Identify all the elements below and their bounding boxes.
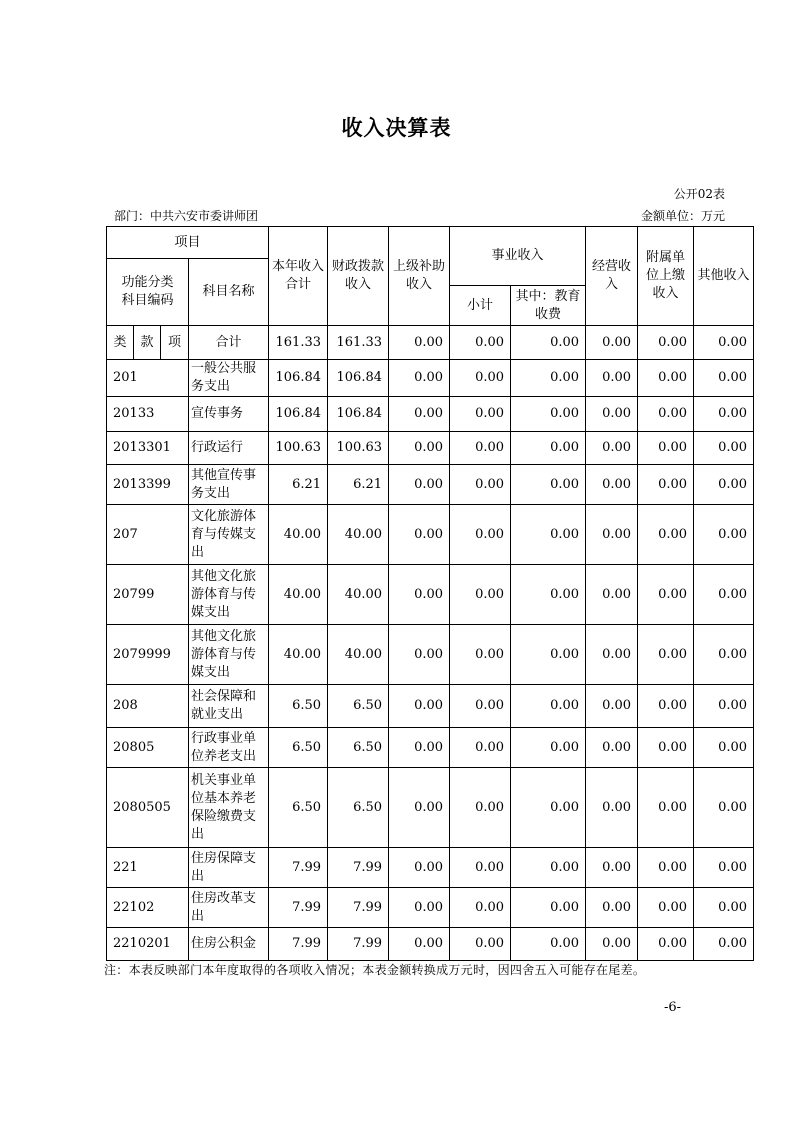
row-value: 0.00 bbox=[450, 625, 511, 685]
row-value: 0.00 bbox=[450, 768, 511, 848]
row-value: 0.00 bbox=[638, 565, 694, 625]
row-value: 6.50 bbox=[328, 768, 389, 848]
row-value: 0.00 bbox=[511, 768, 586, 848]
row-subject-name: 其他宣传事务支出 bbox=[189, 465, 269, 505]
table-row bbox=[107, 685, 754, 728]
row-code: 208 bbox=[107, 685, 189, 728]
row-value: 0.00 bbox=[389, 848, 450, 888]
row-value: 40.00 bbox=[328, 565, 389, 625]
row-value: 7.99 bbox=[328, 928, 389, 961]
row-value: 0.00 bbox=[694, 888, 754, 928]
row-value: 0.00 bbox=[694, 728, 754, 768]
row-value: 0.00 bbox=[638, 768, 694, 848]
row-subject-name: 住房改革支出 bbox=[189, 888, 269, 928]
row-value: 0.00 bbox=[511, 848, 586, 888]
header-business: 事业收入 bbox=[450, 227, 586, 286]
row-code: 221 bbox=[107, 848, 189, 888]
header-other: 其他收入 bbox=[694, 227, 754, 326]
row-value: 0.00 bbox=[638, 505, 694, 565]
total-value: 161.33 bbox=[328, 326, 389, 360]
income-table bbox=[106, 226, 754, 961]
row-value: 0.00 bbox=[511, 465, 586, 505]
total-value: 0.00 bbox=[694, 326, 754, 360]
row-value: 0.00 bbox=[638, 360, 694, 397]
header-item: 项目 bbox=[107, 227, 269, 259]
row-value: 0.00 bbox=[586, 565, 638, 625]
row-value: 0.00 bbox=[586, 768, 638, 848]
row-value: 6.50 bbox=[269, 728, 328, 768]
row-code: 20799 bbox=[107, 565, 189, 625]
form-number: 公开02表 bbox=[673, 187, 725, 201]
header-operating: 经营收入 bbox=[586, 227, 638, 326]
header-edu-fee: 其中：教育收费 bbox=[511, 286, 586, 326]
row-value: 0.00 bbox=[450, 432, 511, 465]
row-value: 100.63 bbox=[269, 432, 328, 465]
row-value: 106.84 bbox=[269, 397, 328, 432]
total-value: 0.00 bbox=[586, 326, 638, 360]
row-value: 0.00 bbox=[450, 465, 511, 505]
table-row bbox=[107, 465, 754, 505]
header-subtotal: 小计 bbox=[450, 286, 511, 326]
row-code: 201 bbox=[107, 360, 189, 397]
row-value: 0.00 bbox=[694, 465, 754, 505]
row-value: 0.00 bbox=[450, 728, 511, 768]
table-row bbox=[107, 505, 754, 565]
row-value: 0.00 bbox=[586, 848, 638, 888]
header-affiliated: 附属单位上缴收入 bbox=[638, 227, 694, 326]
row-value: 0.00 bbox=[389, 360, 450, 397]
row-subject-name: 宣传事务 bbox=[189, 397, 269, 432]
row-value: 0.00 bbox=[450, 397, 511, 432]
table-row bbox=[107, 625, 754, 685]
unit-label: 金额单位：万元 bbox=[640, 209, 725, 223]
table-row bbox=[107, 928, 754, 961]
total-value: 0.00 bbox=[450, 326, 511, 360]
row-value: 0.00 bbox=[694, 768, 754, 848]
row-value: 0.00 bbox=[586, 685, 638, 728]
row-value: 0.00 bbox=[638, 928, 694, 961]
row-value: 106.84 bbox=[328, 360, 389, 397]
row-value: 7.99 bbox=[269, 928, 328, 961]
row-value: 0.00 bbox=[638, 888, 694, 928]
row-value: 7.99 bbox=[269, 848, 328, 888]
row-value: 106.84 bbox=[269, 360, 328, 397]
table-row bbox=[107, 888, 754, 928]
row-value: 0.00 bbox=[638, 625, 694, 685]
row-value: 0.00 bbox=[694, 685, 754, 728]
header-fiscal: 财政拨款收入 bbox=[328, 227, 389, 326]
page-title: 收入决算表 bbox=[341, 116, 452, 140]
total-value: 0.00 bbox=[511, 326, 586, 360]
row-code: 2080505 bbox=[107, 768, 189, 848]
row-value: 6.50 bbox=[328, 728, 389, 768]
row-value: 6.21 bbox=[269, 465, 328, 505]
row-value: 0.00 bbox=[511, 360, 586, 397]
row-value: 0.00 bbox=[511, 625, 586, 685]
table-note: 注：本表反映部门本年度取得的各项收入情况；本表金额转换成万元时，因四舍五入可能存在尾差。 bbox=[104, 963, 646, 977]
row-value: 6.50 bbox=[269, 685, 328, 728]
table-row bbox=[107, 397, 754, 432]
row-value: 0.00 bbox=[694, 360, 754, 397]
header-xiang: 项 bbox=[161, 326, 189, 360]
table-row bbox=[107, 848, 754, 888]
row-value: 0.00 bbox=[586, 432, 638, 465]
row-value: 0.00 bbox=[586, 928, 638, 961]
row-value: 0.00 bbox=[450, 565, 511, 625]
department-label: 部门：中共六安市委讲师团 bbox=[114, 209, 259, 223]
row-value: 0.00 bbox=[511, 728, 586, 768]
row-subject-name: 行政事业单位养老支出 bbox=[189, 728, 269, 768]
table-row bbox=[107, 728, 754, 768]
row-value: 0.00 bbox=[511, 432, 586, 465]
header-subject-name: 科目名称 bbox=[189, 259, 269, 326]
row-value: 40.00 bbox=[328, 625, 389, 685]
row-value: 0.00 bbox=[638, 432, 694, 465]
row-value: 0.00 bbox=[389, 768, 450, 848]
row-subject-name: 文化旅游体育与传媒支出 bbox=[189, 505, 269, 565]
row-value: 40.00 bbox=[328, 505, 389, 565]
row-value: 0.00 bbox=[638, 465, 694, 505]
header-kuan: 款 bbox=[134, 326, 161, 360]
row-value: 0.00 bbox=[694, 397, 754, 432]
row-value: 0.00 bbox=[586, 360, 638, 397]
row-value: 0.00 bbox=[450, 360, 511, 397]
page-number: -6- bbox=[663, 1000, 681, 1015]
row-value: 106.84 bbox=[328, 397, 389, 432]
row-value: 0.00 bbox=[389, 728, 450, 768]
row-code: 207 bbox=[107, 505, 189, 565]
row-value: 0.00 bbox=[694, 848, 754, 888]
row-value: 0.00 bbox=[586, 888, 638, 928]
row-subject-name: 其他文化旅游体育与传媒支出 bbox=[189, 625, 269, 685]
table-row bbox=[107, 360, 754, 397]
row-value: 0.00 bbox=[450, 928, 511, 961]
row-subject-name: 社会保障和就业支出 bbox=[189, 685, 269, 728]
table-row bbox=[107, 768, 754, 848]
row-code: 20133 bbox=[107, 397, 189, 432]
row-value: 0.00 bbox=[511, 888, 586, 928]
row-value: 0.00 bbox=[389, 888, 450, 928]
row-value: 40.00 bbox=[269, 565, 328, 625]
row-value: 0.00 bbox=[450, 848, 511, 888]
row-value: 0.00 bbox=[389, 397, 450, 432]
row-value: 7.99 bbox=[328, 888, 389, 928]
row-value: 0.00 bbox=[389, 465, 450, 505]
row-value: 100.63 bbox=[328, 432, 389, 465]
row-code: 2079999 bbox=[107, 625, 189, 685]
header-func-class-line1: 功能分类 bbox=[121, 275, 174, 290]
row-subject-name: 一般公共服务支出 bbox=[189, 360, 269, 397]
total-value: 0.00 bbox=[638, 326, 694, 360]
row-value: 40.00 bbox=[269, 625, 328, 685]
row-value: 0.00 bbox=[511, 685, 586, 728]
row-code: 22102 bbox=[107, 888, 189, 928]
row-subject-name: 其他文化旅游体育与传媒支出 bbox=[189, 565, 269, 625]
row-value: 0.00 bbox=[694, 432, 754, 465]
row-value: 0.00 bbox=[511, 397, 586, 432]
row-subject-name: 住房保障支出 bbox=[189, 848, 269, 888]
row-value: 0.00 bbox=[694, 625, 754, 685]
table-row bbox=[107, 432, 754, 465]
row-value: 0.00 bbox=[586, 397, 638, 432]
row-value: 0.00 bbox=[450, 685, 511, 728]
row-value: 0.00 bbox=[450, 505, 511, 565]
row-value: 0.00 bbox=[389, 432, 450, 465]
row-value: 40.00 bbox=[269, 505, 328, 565]
row-value: 0.00 bbox=[694, 505, 754, 565]
row-value: 0.00 bbox=[511, 565, 586, 625]
row-value: 0.00 bbox=[389, 565, 450, 625]
row-value: 6.21 bbox=[328, 465, 389, 505]
header-superior: 上级补助收入 bbox=[389, 227, 450, 326]
total-value: 161.33 bbox=[269, 326, 328, 360]
row-value: 0.00 bbox=[586, 728, 638, 768]
header-func-class bbox=[107, 259, 189, 326]
row-subject-name: 住房公积金 bbox=[189, 928, 269, 961]
table-row bbox=[107, 565, 754, 625]
total-label: 合计 bbox=[189, 326, 269, 360]
row-value: 0.00 bbox=[586, 625, 638, 685]
total-row bbox=[107, 326, 754, 360]
row-value: 0.00 bbox=[638, 397, 694, 432]
row-value: 0.00 bbox=[511, 505, 586, 565]
row-value: 6.50 bbox=[328, 685, 389, 728]
row-value: 0.00 bbox=[638, 728, 694, 768]
row-value: 0.00 bbox=[389, 928, 450, 961]
row-value: 0.00 bbox=[389, 625, 450, 685]
row-value: 0.00 bbox=[638, 685, 694, 728]
row-subject-name: 机关事业单位基本养老保险缴费支出 bbox=[189, 768, 269, 848]
header-lei: 类 bbox=[107, 326, 134, 360]
total-value: 0.00 bbox=[389, 326, 450, 360]
row-value: 0.00 bbox=[586, 465, 638, 505]
row-value: 0.00 bbox=[694, 928, 754, 961]
row-value: 6.50 bbox=[269, 768, 328, 848]
row-code: 20805 bbox=[107, 728, 189, 768]
row-value: 0.00 bbox=[389, 685, 450, 728]
row-value: 0.00 bbox=[638, 848, 694, 888]
row-value: 0.00 bbox=[450, 888, 511, 928]
row-value: 0.00 bbox=[389, 505, 450, 565]
row-code: 2013399 bbox=[107, 465, 189, 505]
row-value: 0.00 bbox=[694, 565, 754, 625]
row-code: 2013301 bbox=[107, 432, 189, 465]
header-func-class-line2: 科目编码 bbox=[121, 293, 174, 308]
row-code: 2210201 bbox=[107, 928, 189, 961]
row-value: 0.00 bbox=[586, 505, 638, 565]
row-value: 0.00 bbox=[511, 928, 586, 961]
header-total: 本年收入合计 bbox=[269, 227, 328, 326]
row-subject-name: 行政运行 bbox=[189, 432, 269, 465]
row-value: 7.99 bbox=[328, 848, 389, 888]
row-value: 7.99 bbox=[269, 888, 328, 928]
